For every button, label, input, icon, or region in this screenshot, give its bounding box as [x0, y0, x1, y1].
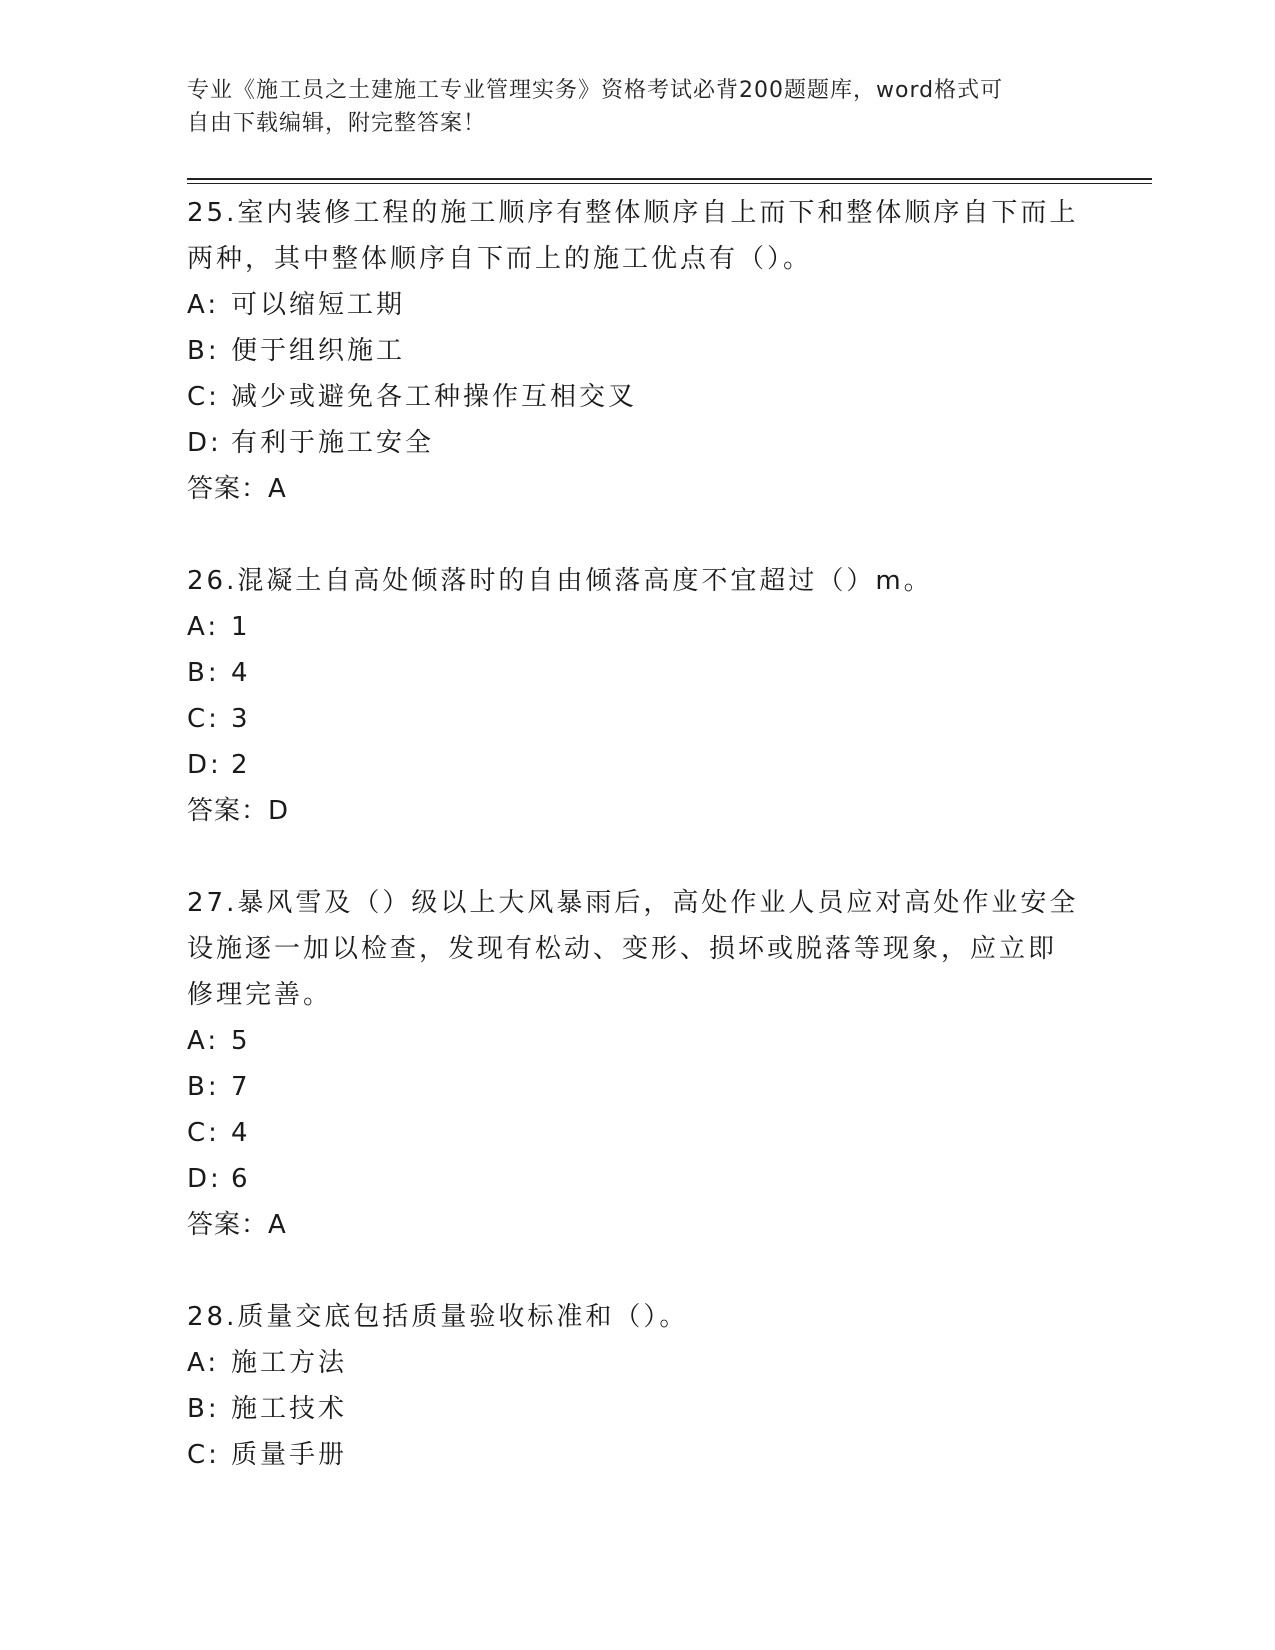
option-letter: D:: [187, 428, 222, 458]
question-27: [187, 880, 1087, 1248]
question-25: [187, 190, 1087, 512]
option-c: [187, 1432, 1087, 1478]
option-letter: B:: [187, 336, 220, 366]
answer-line: 答案：D: [187, 796, 290, 826]
option-text: 5: [231, 1026, 251, 1056]
option-text: 6: [231, 1164, 251, 1194]
question-26: [187, 558, 1087, 834]
option-text: 施工技术: [231, 1394, 348, 1424]
question-text-line: 26.混凝土自高处倾落时的自由倾落高度不宜超过（）m。: [187, 566, 933, 596]
option-text: 3: [231, 704, 251, 734]
option-letter: C:: [187, 1440, 220, 1470]
option-a: [187, 282, 1087, 328]
header-line-2: 自由下载编辑，附完整答案！: [187, 111, 487, 136]
question-text-line: 28.质量交底包括质量验收标准和（）。: [187, 1302, 689, 1332]
option-text: 2: [231, 750, 251, 780]
question-text-line: 25.室内装修工程的施工顺序有整体顺序自上而下和整体顺序自下而上: [187, 198, 1079, 228]
option-text: 质量手册: [231, 1440, 348, 1470]
option-a: [187, 1018, 1087, 1064]
question-text-line: 设施逐一加以检查，发现有松动、变形、损坏或脱落等现象，应立即: [187, 934, 1058, 964]
question-text-line: 两种，其中整体顺序自下而上的施工优点有（）。: [187, 244, 813, 274]
question-28: [187, 1294, 1087, 1478]
option-letter: A:: [187, 290, 220, 320]
option-text: 施工方法: [231, 1348, 348, 1378]
option-letter: B:: [187, 1072, 220, 1102]
option-letter: C:: [187, 382, 220, 412]
option-text: 可以缩短工期: [231, 290, 406, 320]
option-letter: B:: [187, 1394, 220, 1424]
option-d: [187, 742, 1087, 788]
option-letter: D:: [187, 750, 222, 780]
option-b: [187, 328, 1087, 374]
question-text-line: 修理完善。: [187, 980, 333, 1010]
option-text: 7: [231, 1072, 251, 1102]
option-c: [187, 1110, 1087, 1156]
option-d: [187, 420, 1087, 466]
option-c: [187, 696, 1087, 742]
option-letter: B:: [187, 658, 220, 688]
option-letter: A:: [187, 612, 220, 642]
option-b: [187, 1386, 1087, 1432]
option-text: 1: [231, 612, 251, 642]
option-text: 4: [231, 658, 251, 688]
answer-line: 答案：A: [187, 1210, 287, 1240]
option-c: [187, 374, 1087, 420]
option-b: [187, 1064, 1087, 1110]
option-letter: D:: [187, 1164, 222, 1194]
option-letter: C:: [187, 704, 220, 734]
option-text: 便于组织施工: [231, 336, 406, 366]
option-a: [187, 1340, 1087, 1386]
header-line-1: 专业《施工员之土建施工专业管理实务》资格考试必背200题题库，word格式可: [187, 78, 1004, 103]
option-a: [187, 604, 1087, 650]
option-text: 有利于施工安全: [231, 428, 435, 458]
answer-line: 答案：A: [187, 474, 287, 504]
option-letter: A:: [187, 1348, 220, 1378]
option-letter: A:: [187, 1026, 220, 1056]
option-text: 4: [231, 1118, 251, 1148]
header-divider-thin: [187, 183, 1152, 184]
document-header: [187, 74, 1087, 140]
option-b: [187, 650, 1087, 696]
option-letter: C:: [187, 1118, 220, 1148]
option-d: [187, 1156, 1087, 1202]
header-divider-thick: [187, 178, 1152, 180]
question-text-line: 27.暴风雪及（）级以上大风暴雨后，高处作业人员应对高处作业安全: [187, 888, 1079, 918]
option-text: 减少或避免各工种操作互相交叉: [231, 382, 638, 412]
question-list: [187, 190, 1087, 1478]
